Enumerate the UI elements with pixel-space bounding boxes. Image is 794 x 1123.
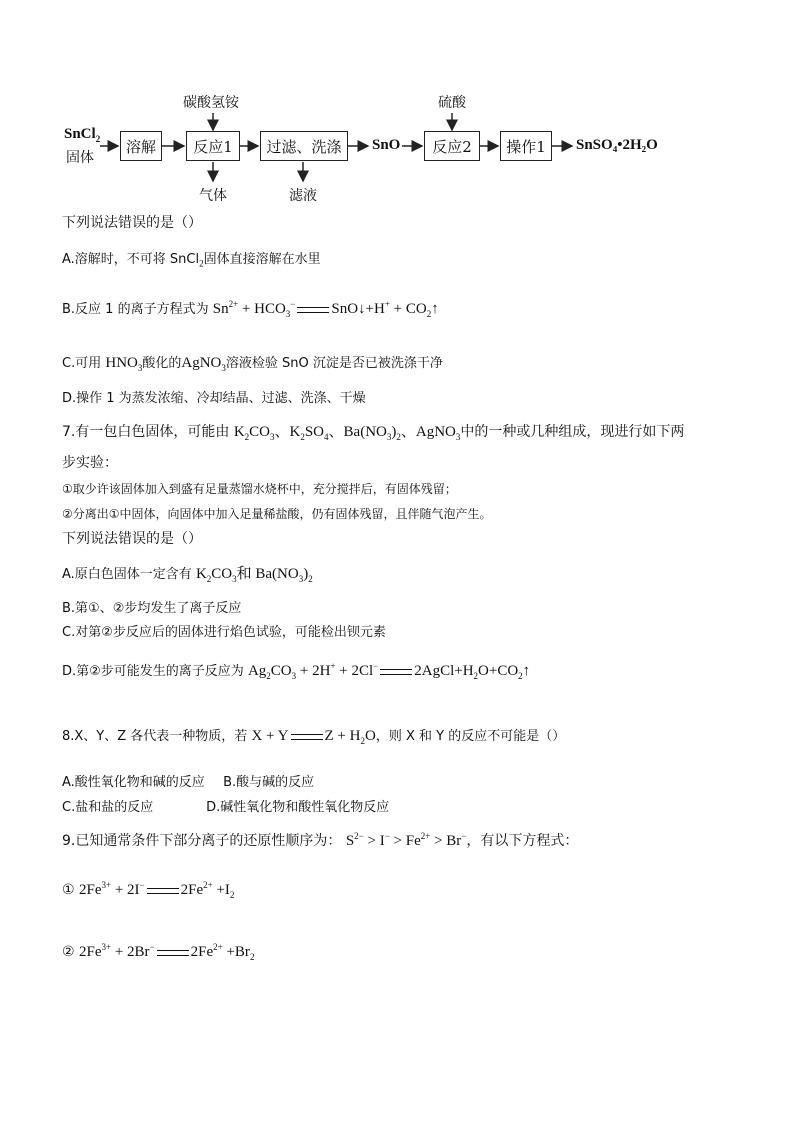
reagent-sulfuric-acid: 硫酸 xyxy=(438,95,466,111)
intermediate-product-label: SnO xyxy=(372,137,401,153)
q7-ask: 下列说法错误的是（） xyxy=(62,531,202,547)
output-gas-label: 气体 xyxy=(199,188,227,204)
q6-stem: 下列说法错误的是（） xyxy=(62,215,202,231)
q8-stem: 8.X、Y、Z 各代表一种物质，若 X + Y $Z + H_2O$，则 X 和 Y 的反应不可能是（） xyxy=(62,728,566,746)
q9-equation-2: ② $2Fe^{3+} + 2Br^-$ $2Fe^{2+} +Br_2$ xyxy=(62,942,255,962)
q6-option-d: D.操作 1 为蒸发浓缩、冷却结晶、过滤、洗涤、干燥 xyxy=(62,391,366,406)
q7-option-d: D.第②步可能发生的离子反应为 $Ag_2CO_3 + 2H^+ + 2Cl^-$ $2AgCl+H_2O+CO_2↑$ xyxy=(62,661,531,681)
flowchart-arrows xyxy=(0,0,794,215)
q7-step-1: ①取少许该固体加入到盛有足量蒸馏水烧杯中，充分搅拌后，有固体残留； xyxy=(62,482,457,496)
output-filtrate-label: 滤液 xyxy=(289,188,317,204)
step-dissolve-box: 溶解 xyxy=(120,131,162,161)
step-reaction1-box: 反应1 xyxy=(186,131,240,161)
q9-equation-1: ① $2Fe^{3+} + 2I^-$ $2Fe^{2+} +I_2$ xyxy=(62,880,235,900)
q6-option-a: A.溶解时，不可将 SnCl$_2$固体直接溶解在水里 xyxy=(62,252,321,269)
q8-option-a: A.酸性氧化物和碱的反应 xyxy=(62,775,205,790)
q8-options-row2 xyxy=(62,796,389,815)
q7-stem: 7.有一包白色固体，可能由 $K_2CO_3$、$K_2SO_4$、$Ba(NO_3)_2$、AgNO$_3$中的一种或几种组成，现进行如下两 xyxy=(62,424,685,442)
q7-option-a: A.原白色固体一定含有 $K_2CO_3$和 $Ba(NO_3)_2$ xyxy=(62,566,313,584)
q8-equation: X + Y $Z + H_2O$ xyxy=(251,728,376,746)
q7-stem-continued: 步实验： xyxy=(62,455,118,471)
q7-option-c: C.对第②步反应后的固体进行焰色试验，可能检出钡元素 xyxy=(62,625,386,640)
step-operation1-box: 操作1 xyxy=(500,131,552,161)
final-product-label: SnSO₄•2H₂O xyxy=(576,137,658,153)
q7-option-b: B.第①、②步均发生了离子反应 xyxy=(62,601,242,616)
process-flowchart xyxy=(0,0,794,215)
q8-option-d: D.碱性氧化物和酸性氧化物反应 xyxy=(206,800,390,815)
step-reaction2-box: 反应2 xyxy=(424,131,480,161)
q9-stem: 9.已知通常条件下部分离子的还原性顺序为： $S^{2-} > I^- > Fe^{2+} > Br^-$，有以下方程式： xyxy=(62,831,579,849)
q6-option-c: C.可用 $HNO_3$酸化的AgNO$_3$溶液检验 SnO 沉淀是否已被洗涤干净 xyxy=(62,355,443,373)
q9-reducibility-order: $S^{2-} > I^- > Fe^{2+} > Br^-$ xyxy=(345,831,467,849)
q6-b-equation: $Sn^{2+} + HCO_3^-$ SnO↓+H+ + $CO_2↑$ xyxy=(212,299,439,319)
reagent-ammonium-bicarbonate: 碳酸氢铵 xyxy=(183,95,239,111)
q8-option-b: B.酸与碱的反应 xyxy=(223,775,315,790)
q8-option-c: C.盐和盐的反应 xyxy=(62,800,154,815)
q8-options-row1 xyxy=(62,771,314,790)
q7-step-2: ②分离出①中固体，向固体中加入足量稀盐酸，仍有固体残留，且伴随气泡产生。 xyxy=(62,507,492,521)
q7-d-equation: $Ag_2CO_3 + 2H^+ + 2Cl^-$ $2AgCl+H_2O+CO_2↑$ xyxy=(247,661,531,681)
step-filter-wash-box: 过滤、洗涤 xyxy=(260,131,348,161)
q6-option-b: B.反应 1 的离子方程式为 $Sn^{2+} + HCO_3^-$ SnO↓+H+ + $CO_2↑$ xyxy=(62,299,439,319)
start-material-state: 固体 xyxy=(66,150,94,166)
start-material-label: SnCl$_2$ xyxy=(64,126,101,144)
